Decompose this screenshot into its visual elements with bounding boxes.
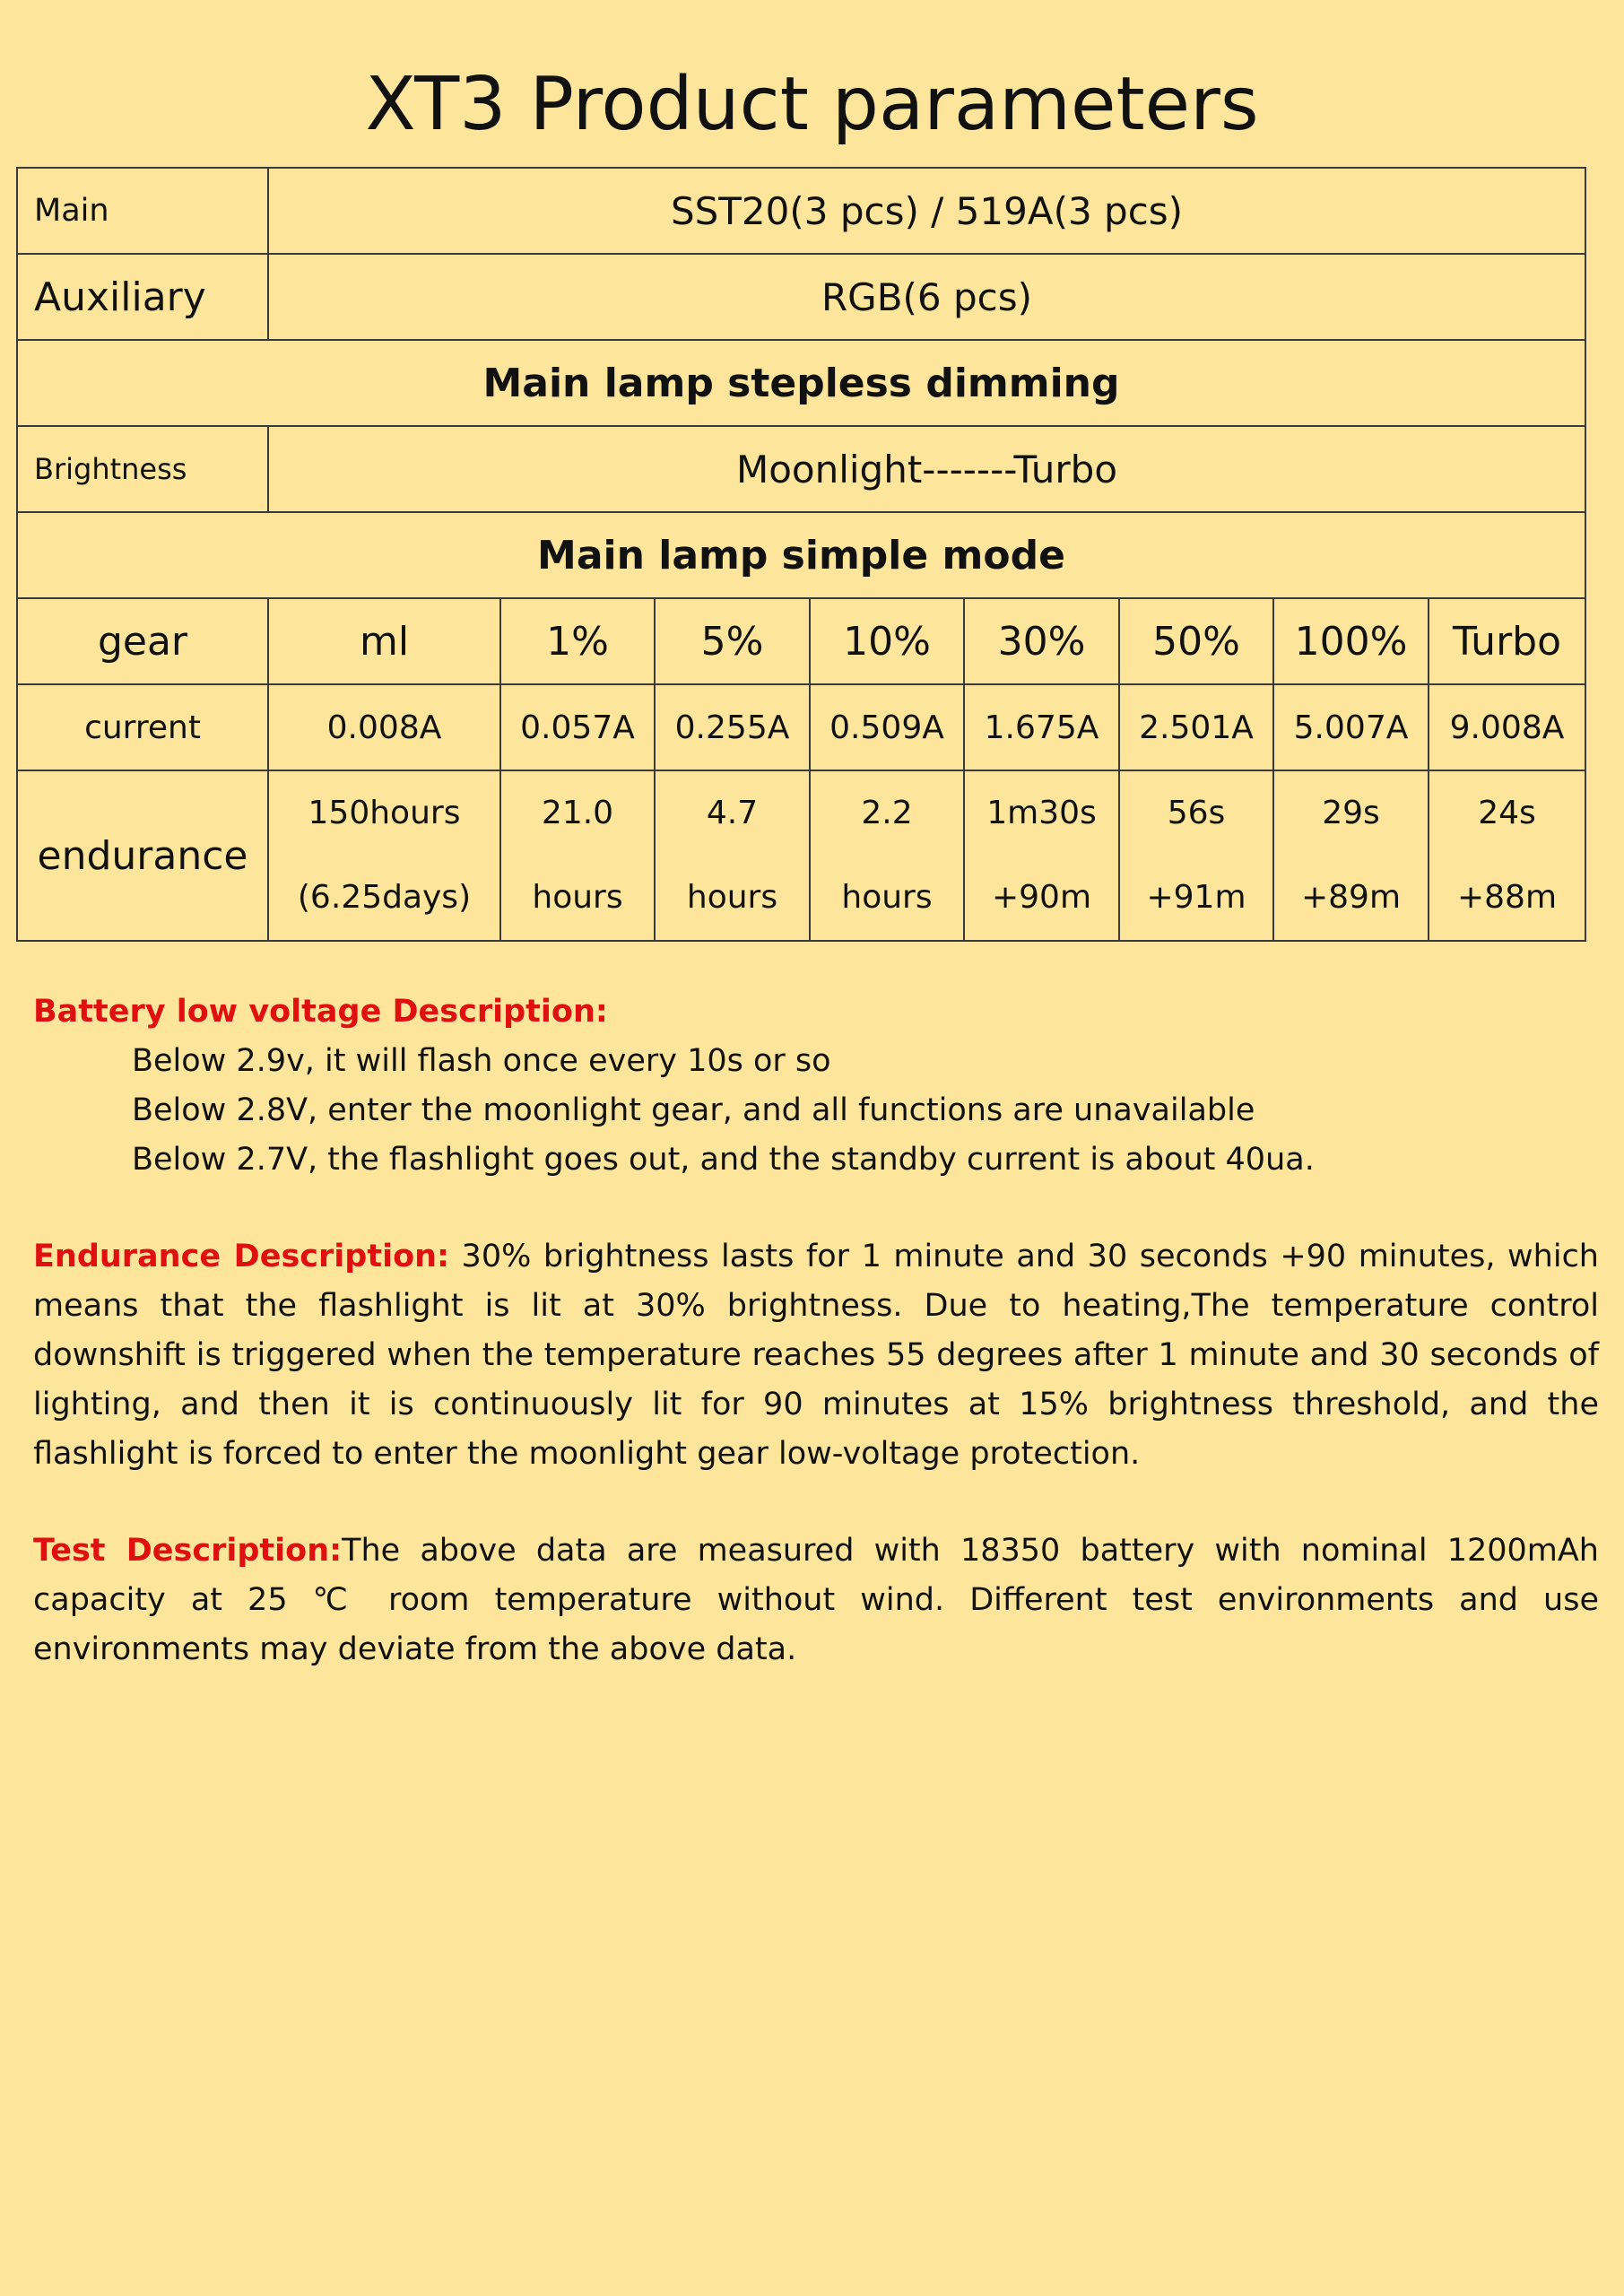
table-row-main <box>17 168 1585 254</box>
table-row-brightness <box>17 426 1585 512</box>
gear-cell: Turbo <box>1429 598 1585 684</box>
gear-cell: 100% <box>1273 598 1429 684</box>
gear-cell: 50% <box>1119 598 1273 684</box>
main-value: SST20(3 pcs) / 519A(3 pcs) <box>268 168 1585 254</box>
test-desc-text: The above data are measured with 18350 battery with nominal 1200mAh capacity at 25 ℃ room temperature without wind. Different test environments and use environments may deviate from the above data. <box>33 1533 1599 1667</box>
current-cell: 0.008A <box>268 684 500 770</box>
endurance-line2: hours <box>686 879 778 916</box>
current-cell: 0.057A <box>500 684 655 770</box>
endurance-line1: 56s <box>1167 795 1226 831</box>
endurance-cell <box>810 770 964 941</box>
endurance-line1: 29s <box>1322 795 1380 831</box>
endurance-line1: 1m30s <box>986 795 1097 831</box>
endurance-cell <box>655 770 810 941</box>
battery-line: Below 2.9v, it will flash once every 10s or so <box>132 1043 831 1079</box>
table-row-endurance <box>17 770 1585 941</box>
endurance-line2: +91m <box>1146 879 1246 916</box>
table-row-stepless-heading <box>17 340 1585 426</box>
endurance-line1: 21.0 <box>541 795 614 831</box>
gear-cell: 10% <box>810 598 964 684</box>
current-cell: 9.008A <box>1429 684 1585 770</box>
main-label: Main <box>17 168 268 254</box>
current-cell: 0.509A <box>810 684 964 770</box>
endurance-line1: 4.7 <box>706 795 759 831</box>
current-label: current <box>17 684 268 770</box>
endurance-cell <box>500 770 655 941</box>
brightness-value: Moonlight-------Turbo <box>268 426 1585 512</box>
battery-description <box>33 987 1599 1185</box>
gear-cell: 30% <box>964 598 1119 684</box>
endurance-line2: +89m <box>1300 879 1402 916</box>
endurance-line1: 2.2 <box>861 795 913 831</box>
table-row-auxiliary <box>17 254 1585 340</box>
battery-line: Below 2.8V, enter the moonlight gear, and all functions are unavailable <box>132 1092 1255 1128</box>
endurance-line2: hours <box>841 879 933 916</box>
endurance-cell <box>1429 770 1585 941</box>
page-title: XT3 Product parameters <box>365 62 1259 147</box>
gear-cell: 5% <box>655 598 810 684</box>
endurance-line2: +88m <box>1456 879 1558 916</box>
auxiliary-label: Auxiliary <box>17 254 268 340</box>
test-description <box>33 1526 1599 1674</box>
endurance-cell <box>268 770 500 941</box>
table-row-simple-heading <box>17 512 1585 598</box>
gear-cell: ml <box>268 598 500 684</box>
endurance-line1: 150hours <box>308 795 461 831</box>
current-cell: 1.675A <box>964 684 1119 770</box>
stepless-heading: Main lamp stepless dimming <box>17 340 1585 426</box>
endurance-label: endurance <box>17 770 268 941</box>
endurance-description <box>33 1232 1599 1479</box>
endurance-line2: +90m <box>991 879 1092 916</box>
simple-mode-heading: Main lamp simple mode <box>17 512 1585 598</box>
endurance-cell <box>1119 770 1273 941</box>
auxiliary-value: RGB(6 pcs) <box>268 254 1585 340</box>
endurance-desc-text: 30% brightness lasts for 1 minute and 30 seconds +90 minutes, which means that the flashlight is lit at 30% brightness. Due to heating,The temperature control downshift is triggered when the temperature reaches 55 degrees after 1 minute and 30 seconds of lighting, and then it is continuously lit for 90 minutes at 15% brightness threshold, and the flashlight is forced to enter the moonlight gear low-voltage protection. <box>33 1239 1599 1472</box>
test-desc-label: Test Description: <box>33 1533 343 1569</box>
table-row-current <box>17 684 1585 770</box>
table-row-gear <box>17 598 1585 684</box>
endurance-cell <box>1273 770 1429 941</box>
endurance-line2: (6.25days) <box>297 879 472 916</box>
battery-line: Below 2.7V, the flashlight goes out, and the standby current is about 40ua. <box>132 1142 1315 1178</box>
current-cell: 0.255A <box>655 684 810 770</box>
current-cell: 5.007A <box>1273 684 1429 770</box>
endurance-desc-label: Endurance Description: <box>33 1239 450 1274</box>
endurance-cell <box>964 770 1119 941</box>
parameters-table <box>16 167 1586 942</box>
current-cell: 2.501A <box>1119 684 1273 770</box>
brightness-label: Brightness <box>17 426 268 512</box>
gear-cell: 1% <box>500 598 655 684</box>
gear-label: gear <box>17 598 268 684</box>
endurance-line2: hours <box>532 879 623 916</box>
endurance-line1: 24s <box>1478 795 1536 831</box>
battery-label: Battery low voltage Description: <box>33 994 608 1030</box>
